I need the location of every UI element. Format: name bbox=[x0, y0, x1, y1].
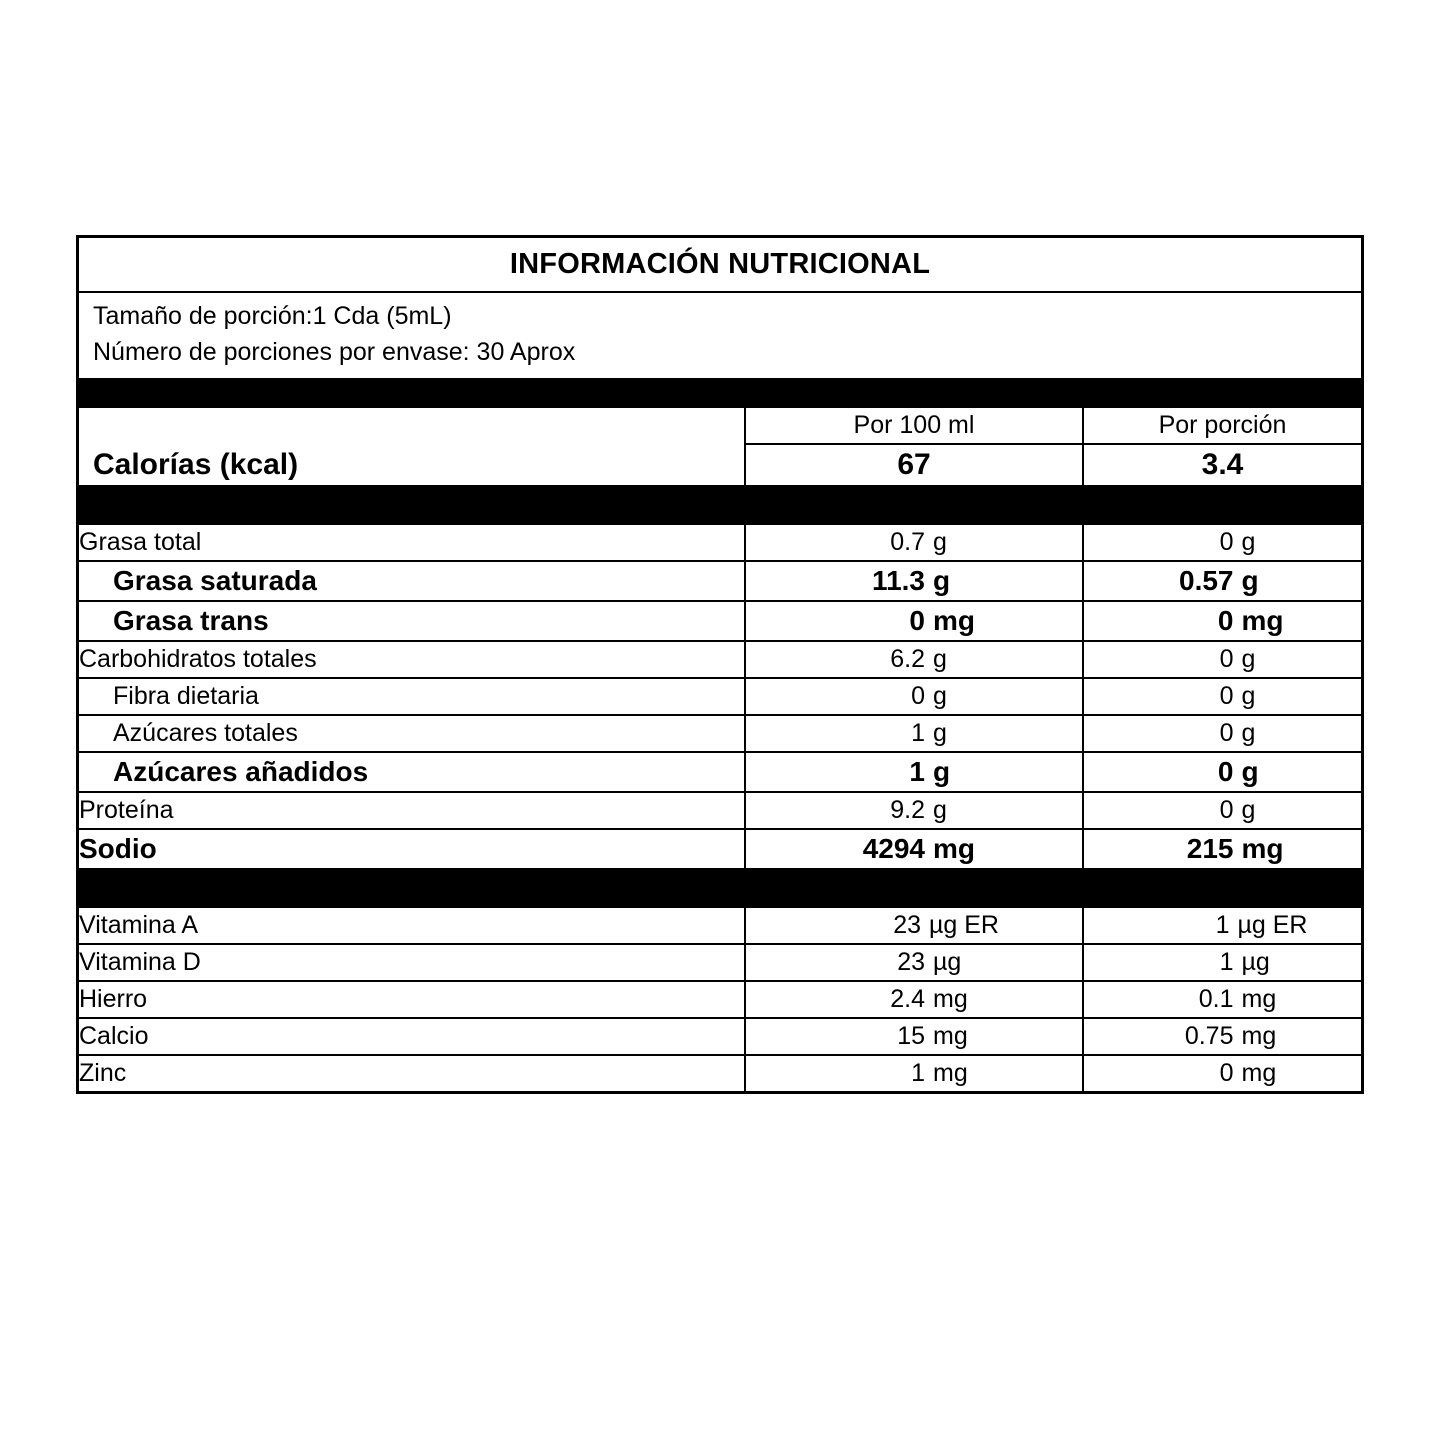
table-row bbox=[79, 524, 1361, 561]
table-row bbox=[79, 678, 1361, 715]
divider-bar-middle bbox=[79, 486, 1361, 524]
row-value-per-100: 1 g bbox=[745, 752, 1083, 792]
row-label: Vitamina D bbox=[79, 944, 745, 981]
row-value-per-100: 6.2 g bbox=[745, 641, 1083, 678]
row-value-per-serving: 0.57 g bbox=[1083, 561, 1361, 601]
row-value-per-serving: 1 µg ER bbox=[1083, 907, 1361, 944]
row-label: Azúcares añadidos bbox=[79, 752, 745, 792]
row-value-per-100: 2.4 mg bbox=[745, 981, 1083, 1018]
row-value-per-serving: 0 mg bbox=[1083, 601, 1361, 641]
header-cell-name bbox=[79, 408, 745, 444]
row-value-per-serving: 215 mg bbox=[1083, 829, 1361, 869]
row-value-per-serving: 0.1 mg bbox=[1083, 981, 1361, 1018]
serving-size-text: Tamaño de porción:1 Cda (5mL) bbox=[93, 302, 452, 330]
serving-info bbox=[79, 293, 1361, 378]
row-value-per-100: 0.7 g bbox=[745, 524, 1083, 561]
row-label: Grasa saturada bbox=[79, 561, 745, 601]
row-value-per-100: 4294 mg bbox=[745, 829, 1083, 869]
row-value-per-serving: 0 g bbox=[1083, 641, 1361, 678]
row-value-per-serving: 0.75 mg bbox=[1083, 1018, 1361, 1055]
row-label: Sodio bbox=[79, 829, 745, 869]
row-label: Fibra dietaria bbox=[79, 678, 745, 715]
row-value-per-100: 9.2 g bbox=[745, 792, 1083, 829]
row-value-per-100: 0 mg bbox=[745, 601, 1083, 641]
row-label: Grasa total bbox=[79, 524, 745, 561]
row-value-per-100: 1 g bbox=[745, 715, 1083, 752]
table-row bbox=[79, 752, 1361, 792]
divider-bar-lower bbox=[79, 869, 1361, 907]
row-label: Calcio bbox=[79, 1018, 745, 1055]
table-row bbox=[79, 907, 1361, 944]
header-cell-per-100: Por 100 ml bbox=[745, 408, 1083, 444]
row-value-per-100: 23 µg bbox=[745, 944, 1083, 981]
row-value-per-100: 23 µg ER bbox=[745, 907, 1083, 944]
servings-per-container-text: Número de porciones por envase: 30 Aprox bbox=[93, 337, 576, 366]
row-label: Grasa trans bbox=[79, 601, 745, 641]
nutrition-facts-label bbox=[76, 235, 1364, 1094]
row-label: Carbohidratos totales bbox=[79, 641, 745, 678]
table-row bbox=[79, 641, 1361, 678]
row-value-per-serving: 0 g bbox=[1083, 792, 1361, 829]
row-value-per-serving: 0 mg bbox=[1083, 1055, 1361, 1091]
row-value-per-100: 15 mg bbox=[745, 1018, 1083, 1055]
divider-bar-cell bbox=[79, 869, 1361, 907]
row-value-per-100: 11.3 g bbox=[745, 561, 1083, 601]
row-value-per-100: 0 g bbox=[745, 678, 1083, 715]
page-title: INFORMACIÓN NUTRICIONAL bbox=[79, 238, 1361, 293]
divider-bar-cell bbox=[79, 486, 1361, 524]
table-row bbox=[79, 981, 1361, 1018]
row-label: Azúcares totales bbox=[79, 715, 745, 752]
table-header-row bbox=[79, 408, 1361, 444]
row-label: Proteína bbox=[79, 792, 745, 829]
row-label: Zinc bbox=[79, 1059, 127, 1087]
header-cell-per-serving: Por porción bbox=[1083, 408, 1361, 444]
row-value-per-serving: 0 g bbox=[1083, 678, 1361, 715]
row-label-calories: Calorías (kcal) bbox=[79, 444, 745, 486]
table-row bbox=[79, 792, 1361, 829]
table-row bbox=[79, 1055, 1361, 1091]
row-value-per-serving: 0 g bbox=[1083, 752, 1361, 792]
table-row bbox=[79, 561, 1361, 601]
table-row bbox=[79, 944, 1361, 981]
row-value-per-serving: 0 g bbox=[1083, 524, 1361, 561]
table-row bbox=[79, 601, 1361, 641]
table-row bbox=[79, 1018, 1361, 1055]
row-label: Hierro bbox=[79, 981, 745, 1018]
nutrition-table bbox=[79, 408, 1361, 1091]
row-value-per-serving: 0 g bbox=[1083, 715, 1361, 752]
row-value-per-100: 1 mg bbox=[745, 1055, 1083, 1091]
row-value-calories-per-100: 67 bbox=[745, 444, 1083, 486]
table-row bbox=[79, 715, 1361, 752]
row-value-calories-per-serving: 3.4 bbox=[1083, 444, 1361, 486]
table-row-calories bbox=[79, 444, 1361, 486]
row-label: Vitamina A bbox=[79, 907, 745, 944]
row-value-per-serving: 1 µg bbox=[1083, 944, 1361, 981]
divider-bar-top bbox=[79, 378, 1361, 408]
table-row bbox=[79, 829, 1361, 869]
